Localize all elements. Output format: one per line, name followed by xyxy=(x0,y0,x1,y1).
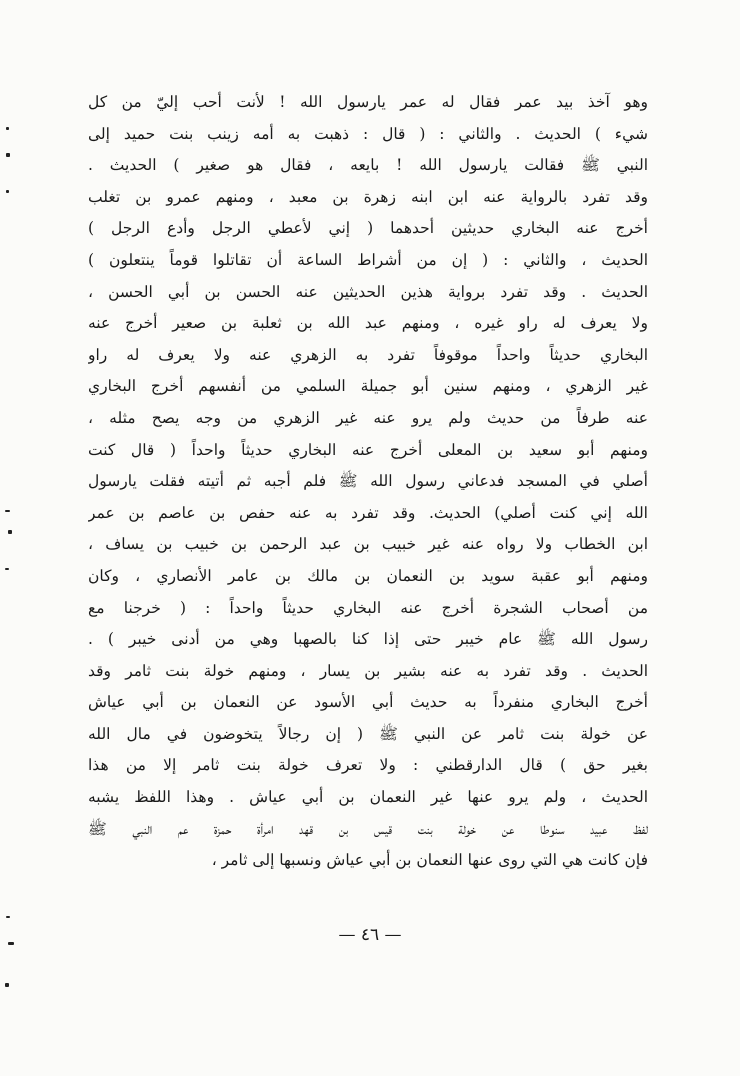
text-line-21: عن خولة بنت ثامر عن النبي ﷺ ( إن رجالاً يتخوضون في مال الله xyxy=(88,724,648,743)
scan-mark xyxy=(8,942,14,945)
text-line-6: الحديث ، والثاني : ( إن من أشراط الساعة أن تقاتلوا قوماً ينتعلون ) xyxy=(88,250,648,269)
scan-mark xyxy=(6,127,9,130)
scan-mark xyxy=(8,530,12,534)
text-line-13: أصلي في المسجد فدعاني رسول الله ﷺ فلم أجبه ثم أتيته فقلت يارسول xyxy=(88,472,648,491)
text-line-2: شيء ) الحديث . والثاني : ( قال : ذهبت به أمه زينب بنت حميد إلى xyxy=(88,124,648,143)
text-line-14: الله إني كنت أصلي) الحديث. وقد تفرد به عنه حفص بن عاصم بن عمر xyxy=(88,503,648,522)
scan-mark xyxy=(6,916,10,918)
scan-mark xyxy=(5,568,9,570)
text-line-16: ومنهم أبو عقبة سويد بن النعمان بن مالك بن عامر الأنصاري ، وكان xyxy=(88,566,648,585)
text-line-20: أخرج البخاري منفرداً به حديث أبي الأسود عن النعمان بن أبي عياش xyxy=(88,693,648,712)
text-line-17: من أصحاب الشجرة أخرج عنه البخاري حديثاً واحداً : ( خرجنا مع xyxy=(88,598,648,617)
scan-mark xyxy=(6,190,9,193)
text-line-9: البخاري حديثاً واحداً موقوفاً تفرد به الزهري عنه ولا يعرف له راو xyxy=(88,345,648,364)
scan-mark xyxy=(5,983,9,987)
text-line-3: النبي ﷺ فقالت يارسول الله ! بايعه ، فقال هو صغير ) الحديث . xyxy=(88,156,648,175)
scan-mark xyxy=(5,510,10,512)
text-line-8: ولا يعرف له راو غيره ، ومنهم عبد الله بن ثعلبة بن صعير أخرج عنه xyxy=(88,314,648,333)
text-line-1: وهو آخذ بيد عمر فقال له عمر يارسول الله ! لأنت أحب إليّ من كل xyxy=(88,93,648,111)
scan-mark xyxy=(6,153,10,157)
text-line-19: الحديث . وقد تفرد به عنه بشير بن يسار ، ومنهم خولة بنت ثامر وقد xyxy=(88,661,648,680)
text-line-18: رسول الله ﷺ عام خيبر حتى إذا كنا بالصهبا وهي من أدنى خيبر ) . xyxy=(88,630,648,649)
text-line-25: فإن كانت هي التي روى عنها النعمان بن أبي عياش ونسبها إلى ثامر ، xyxy=(211,851,648,870)
text-line-11: عنه طرفاً من حديث ولم يرو عنه غير الزهري من وجه يصح مثله ، xyxy=(88,408,648,427)
text-line-15: ابن الخطاب ولا رواه عنه غير خبيب بن عبد الرحمن بن خبيب بن يساف ، xyxy=(88,535,648,554)
text-line-4: وقد تفرد بالرواية عنه ابن ابنه زهرة بن معبد ، ومنهم عمرو بن تغلب xyxy=(88,187,648,206)
text-line-24: لفظ عبيد سنوطا عن خولة بنت قيس بن قهد امرأة حمزة عم النبي ﷺ xyxy=(88,819,648,838)
text-line-10: غير الزهري ، ومنهم سنين أبو جميلة السلمي من أنفسهم أخرج البخاري xyxy=(88,377,648,396)
text-line-23: الحديث ، ولم يرو عنها غير النعمان بن أبي عياش . وهذا اللفظ يشبه xyxy=(88,788,648,807)
text-line-7: الحديث . وقد تفرد برواية هذين الحديثين عنه الحسن بن أبي الحسن ، xyxy=(88,282,648,301)
text-line-5: أخرج عنه البخاري حديثين أحدهما ( إني لأعطي الرجل وأدع الرجل ) xyxy=(88,219,648,238)
body-text xyxy=(88,87,648,877)
text-line-12: ومنهم أبو سعيد بن المعلى أخرج عنه البخاري حديثاً واحداً ( قال كنت xyxy=(88,440,648,459)
page-number: — ٤٦ — xyxy=(338,925,402,945)
text-line-22: بغير حق ) قال الدارقطني : ولا تعرف خولة بنت ثامر إلا من هذا xyxy=(88,756,648,775)
